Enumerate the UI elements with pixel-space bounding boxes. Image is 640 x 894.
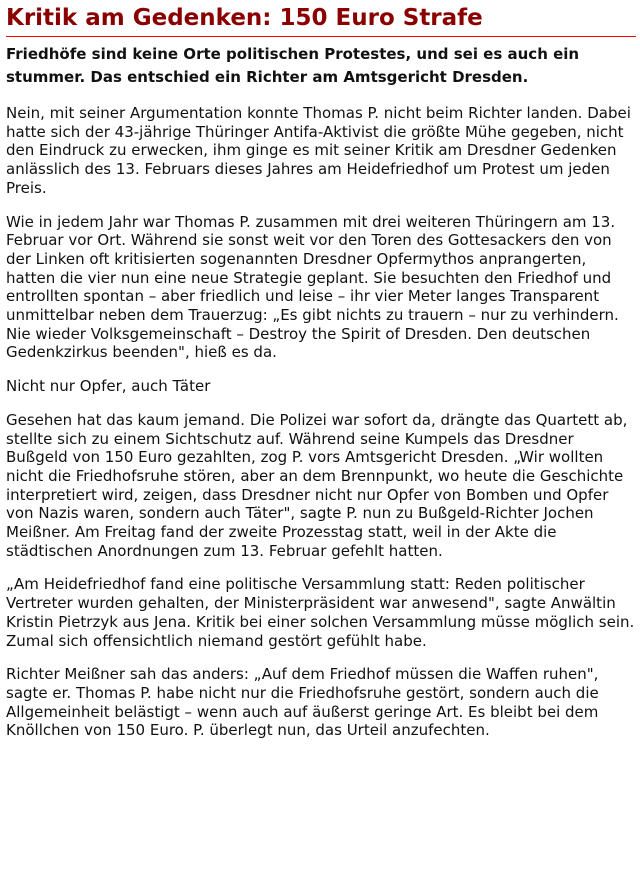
article <box>6 0 636 740</box>
section-subheading: Nicht nur Opfer, auch Täter <box>6 377 211 396</box>
article-title: Kritik am Gedenken: 150 Euro Strafe <box>6 0 636 37</box>
paragraph-3: Gesehen hat das kaum jemand. Die Polizei war sofort da, drängte das Quartett ab, stellte sich zu einem Sichtschutz auf. Während seine Kumpels das Dresdner Bußgeld von 150 Euro gezahlten, zog P. vors Amtsgericht Dresden. „Wir wollten nicht die Friedhofsruhe stören, aber an dem Brennpunkt, wo heute die Geschichte interpretiert wird, zeigen, dass Dresdner nicht nur Opfer von Bomben und Opfer von Nazis waren, sondern auch Täter", sagte P. nun zu Bußgeld-Richter Jochen Meißner. Am Freitag fand der zweite Prozesstag statt, weil in der Akte die städtischen Anordnungen zum 13. Februar gefehlt hatten. <box>6 410 628 560</box>
paragraph-2: Wie in jedem Jahr war Thomas P. zusammen mit drei weiteren Thüringern am 13. Februar vor Ort. Während sie sonst weit vor den Toren des Gottesackers den von der Linken oft kritisierten sogenannten Dresdner Opfermythos anprangerten, hatten die vier nun eine neue Strategie geplant. Sie besuchten den Friedhof und entrollten spontan – aber friedlich und leise – ihr vier Meter langes Transparent unmittelbar neben dem Trauerzug: „Es gibt nichts zu trauern – nur zu verhindern. Nie wieder Volksgemeinschaft – Destroy the Spirit of Dresden. Den deutschen Gedenkzirkus beenden", hieß es da. <box>6 212 619 362</box>
paragraph-1: Nein, mit seiner Argumentation konnte Thomas P. nicht beim Richter landen. Dabei hatte sich der 43-jährige Thüringer Antifa-Aktivist die größte Mühe gegeben, nicht den Eindruck zu erwecken, ihm ginge es mit seiner Kritik am Dresdner Gedenken anlässlich des 13. Februars dieses Jahres am Heidefriedhof um Protest um jeden Preis. <box>6 104 631 197</box>
paragraph-4: „Am Heidefriedhof fand eine politische Versammlung statt: Reden politischer Vertreter wurden gehalten, der Ministerpräsident war anwesend", sagte Anwältin Kristin Pietrzyk aus Jena. Kritik bei einer solchen Versammlung müsse möglich sein. Zumal sich offensichtlich niemand gestört gefühlt habe. <box>6 575 635 650</box>
article-lead: Friedhöfe sind keine Orte politischen Protestes, und sei es auch ein stummer. Das entschied ein Richter am Amtsgericht Dresden. <box>6 45 580 86</box>
paragraph-5: Richter Meißner sah das anders: „Auf dem Friedhof müssen die Waffen ruhen", sagte er. Thomas P. habe nicht nur die Friedhofsruhe gestört, sondern auch die Allgemeinheit belästigt – wenn auch auf äußerst geringe Art. Es bleibt bei dem Knöllchen von 150 Euro. P. überlegt nun, das Urteil anzufechten. <box>6 665 599 740</box>
